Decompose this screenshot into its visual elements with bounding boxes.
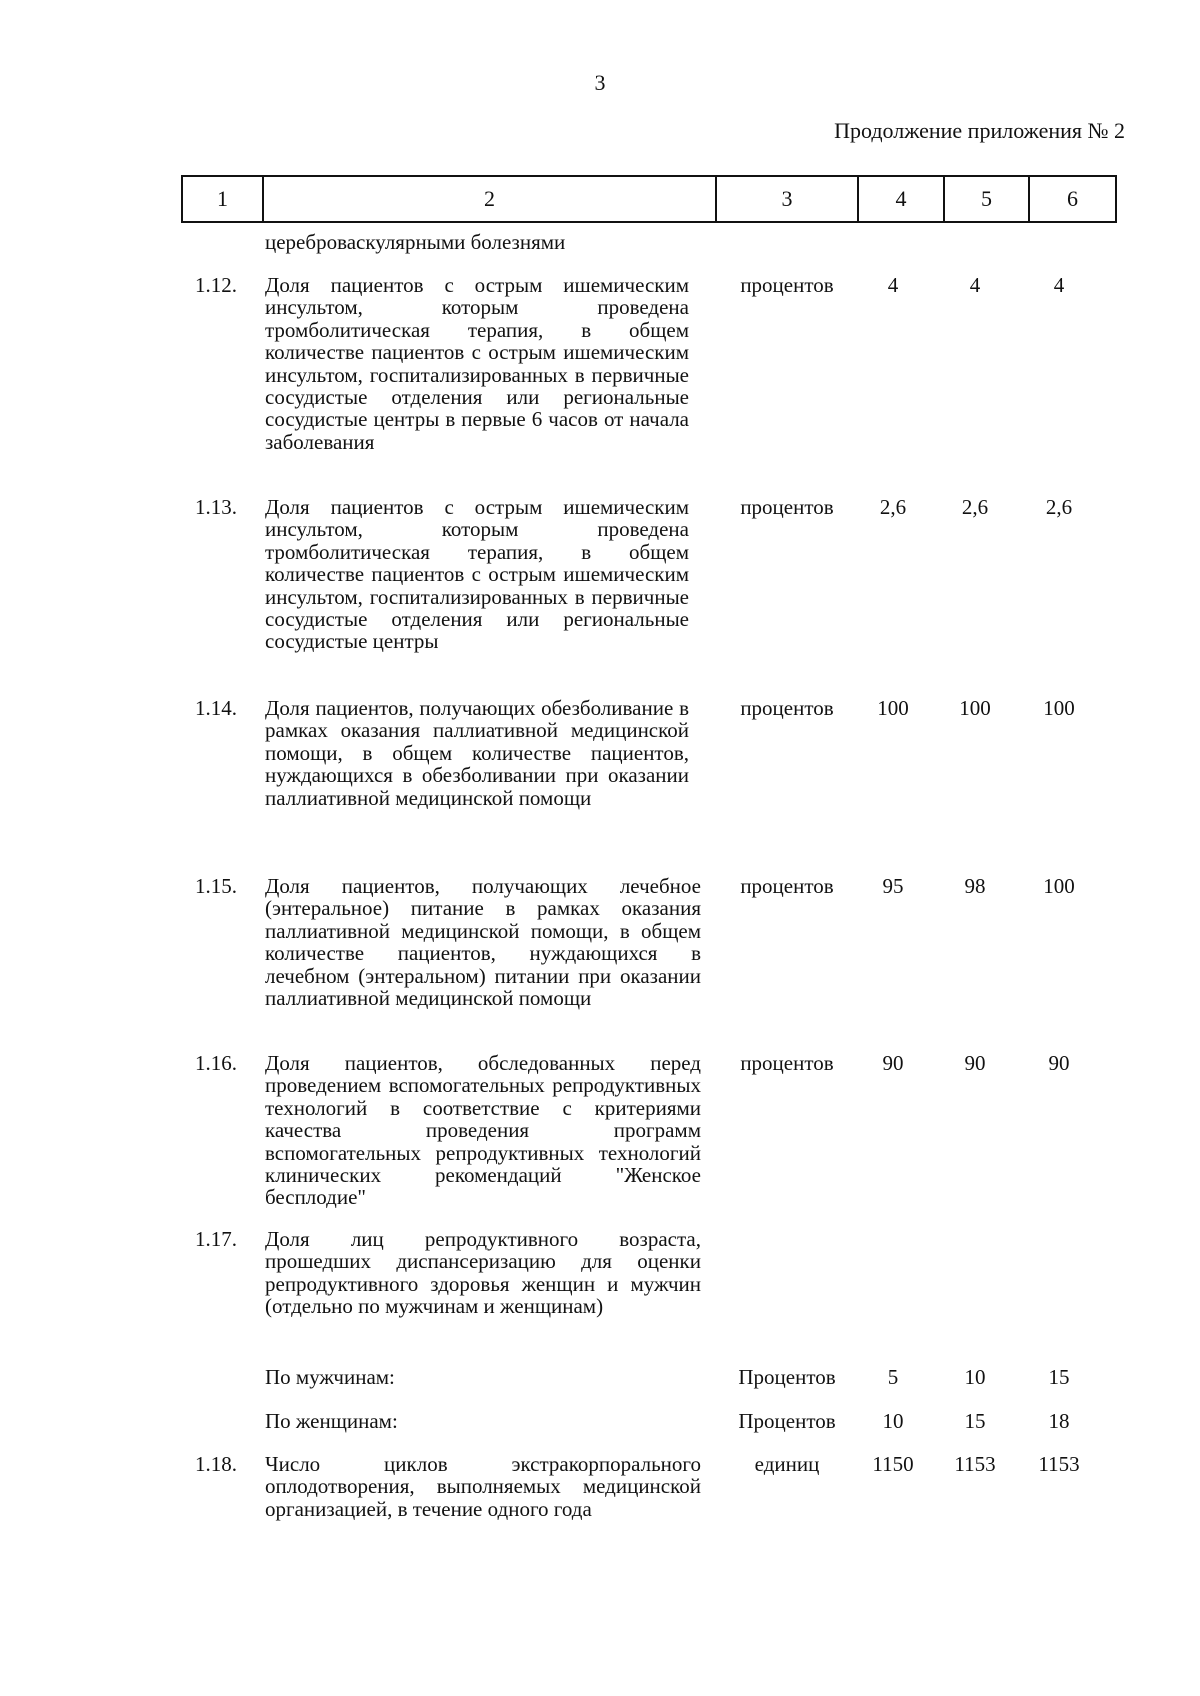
row-number: 1.18. (195, 1452, 237, 1476)
row-unit: процентов (740, 1051, 834, 1075)
row-description: Доля пациентов с острым ишемическим инсультом, которым проведена тромболитическая терапия, в общем количестве пациентов с острым ишемическим инсультом, госпитализированных в первичные сосудистые отделения или региональные сосудистые центры (265, 495, 689, 654)
row-value-col4: 90 (882, 1051, 904, 1075)
table-row (0, 1453, 1200, 1553)
row-value-col5: 100 (959, 696, 991, 720)
row-number: 1.12. (195, 273, 237, 297)
page-number: 3 (594, 70, 606, 95)
row-value-col6: 2,6 (1045, 495, 1073, 519)
row-description: По женщинам: (265, 1409, 398, 1433)
row-value-col4: 95 (882, 874, 904, 898)
row-value-col6: 100 (1043, 874, 1075, 898)
row-description: Доля пациентов, обследованных перед проведением вспомогательных репродуктивных технологий в соответствие с критериями качества проведения программ вспомогательных репродуктивных технологий клинических рекомендаций "Женское бесплодие" (265, 1051, 701, 1210)
continuation-text: цереброваскулярными болезнями (265, 230, 566, 254)
appendix-continuation-note: Продолжение приложения № 2 (834, 118, 1125, 143)
row-value-col4: 10 (882, 1409, 904, 1433)
header-col-2: 2 (263, 176, 716, 222)
table-row (0, 1052, 1200, 1212)
row-value-col5: 2,6 (961, 495, 989, 519)
row-description: Доля лиц репродуктивного возраста, прошедших диспансеризацию для оценки репродуктивного здоровья женщин и мужчин (отдельно по мужчинам и женщинам) (265, 1227, 701, 1319)
row-description: Число циклов экстракорпорального оплодотворения, выполняемых медицинской организацией, в течение одного года (265, 1452, 701, 1521)
row-number: 1.14. (195, 696, 237, 720)
row-description: Доля пациентов, получающих обезболивание в рамках оказания паллиативной медицинской помощи, в общем количестве пациентов, нуждающихся в обезболивании при оказании паллиативной медицинской помощи (265, 696, 689, 810)
row-value-col6: 15 (1048, 1365, 1070, 1389)
row-value-col4: 1150 (872, 1452, 914, 1476)
header-col-5: 5 (944, 176, 1029, 222)
table-row (0, 1228, 1200, 1348)
table-row (0, 1410, 1200, 1436)
row-value-col4: 5 (887, 1365, 899, 1389)
row-value-col5: 90 (964, 1051, 986, 1075)
row-unit: единиц (754, 1452, 820, 1476)
row-number: 1.16. (195, 1051, 237, 1075)
header-col-6: 6 (1029, 176, 1116, 222)
row-value-col4: 4 (887, 273, 899, 297)
row-value-col6: 90 (1048, 1051, 1070, 1075)
row-value-col5: 1153 (954, 1452, 996, 1476)
row-unit: процентов (740, 696, 834, 720)
row-unit: процентов (740, 273, 834, 297)
row-description: Доля пациентов с острым ишемическим инсультом, которым проведена тромболитическая терапия, в общем количестве пациентов с острым ишемическим инсультом, госпитализированных в первичные сосудистые отделения или региональные сосудистые центры в первые 6 часов от начала заболевания (265, 273, 689, 454)
row-description: По мужчинам: (265, 1365, 395, 1389)
row-number: 1.13. (195, 495, 237, 519)
header-col-1: 1 (182, 176, 263, 222)
table-row (0, 875, 1200, 1035)
header-col-3: 3 (716, 176, 858, 222)
table-row (0, 1366, 1200, 1392)
column-number-header (181, 175, 1117, 223)
row-unit: процентов (740, 495, 834, 519)
table-row (0, 274, 1200, 474)
row-unit: Процентов (738, 1409, 836, 1433)
row-value-col4: 100 (877, 696, 909, 720)
row-number: 1.15. (195, 874, 237, 898)
row-unit: процентов (740, 874, 834, 898)
table-row (0, 496, 1200, 676)
continuation-row (0, 231, 1200, 255)
row-value-col5: 15 (964, 1409, 986, 1433)
row-value-col6: 100 (1043, 696, 1075, 720)
row-value-col5: 10 (964, 1365, 986, 1389)
row-value-col6: 4 (1053, 273, 1065, 297)
row-value-col6: 1153 (1038, 1452, 1080, 1476)
row-description: Доля пациентов, получающих лечебное (энтеральное) питание в рамках оказания паллиативной медицинской помощи, в общем количестве пациентов, нуждающихся в лечебном (энтеральном) питании при оказании паллиативной медицинской помощи (265, 874, 701, 1011)
header-col-4: 4 (858, 176, 944, 222)
row-value-col5: 4 (969, 273, 981, 297)
row-value-col5: 98 (964, 874, 986, 898)
row-unit: Процентов (738, 1365, 836, 1389)
row-value-col6: 18 (1048, 1409, 1070, 1433)
row-value-col4: 2,6 (879, 495, 907, 519)
row-number: 1.17. (195, 1227, 237, 1251)
table-row (0, 697, 1200, 857)
